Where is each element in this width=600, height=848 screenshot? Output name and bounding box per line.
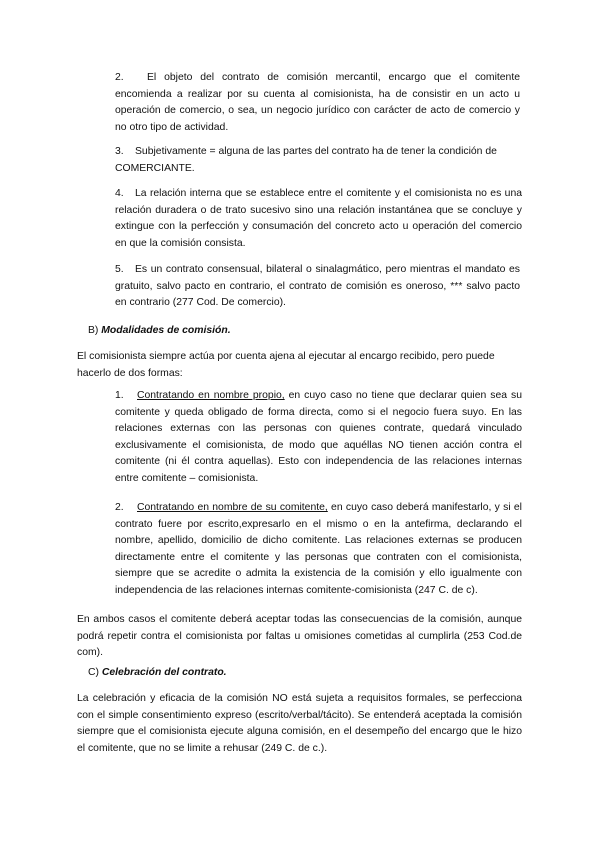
item-number: 5. <box>115 264 124 275</box>
section-title: Celebración del contrato. <box>101 667 227 678</box>
item-underlined-phrase: Contratando en nombre propio, <box>137 390 285 401</box>
item-text: en cuyo caso no tiene que declarar quien sea su comitente y queda obligado de forma directa, como si el negocio fuera suyo. En las relaciones externas con las personas con quienes contrate, quedará vinculado exclusivamente el comisionista, de modo que aquéllas NO tienen acción contra el comitente (ni él contra aquellas). Esto con independencia de las relaciones internas entre comitente – comisionista. <box>115 390 522 484</box>
item-number: 2. <box>115 502 124 513</box>
item-text: El objeto del contrato de comisión mercantil, encargo que el comitente encomienda a realizar por su cuenta al comisionista, ha de consistir en un acto u operación de comercio, o sea, un negocio jurídico con carácter de acto de comercio y no otro tipo de actividad. <box>115 72 520 133</box>
modality-item-1 <box>115 388 522 487</box>
list-item-5 <box>115 262 520 312</box>
section-title: Modalidades de comisión. <box>101 325 231 336</box>
item-text: Es un contrato consensual, bilateral o sinalagmático, pero mientras el mandato es gratuito, salvo pacto en contrario, el contrato de comisión es oneroso, *** salvo pacto en contrario (277 Cod. De comercio). <box>115 264 520 308</box>
list-item-2 <box>115 70 520 136</box>
section-b-intro: El comisionista siempre actúa por cuenta ajena al ejecutar al encargo recibido, pero puede hacerlo de dos formas: <box>77 351 495 379</box>
section-letter: C) <box>88 667 99 678</box>
list-item-4 <box>115 186 522 252</box>
section-b-heading <box>88 323 231 339</box>
item-number: 3. <box>115 146 124 157</box>
section-b-closing: En ambos casos el comitente deberá aceptar todas las consecuencias de la comisión, aunque podrá repetir contra el comisionista por faltas u omisiones cometidas al cumplirla (253 Cod.de com). <box>77 614 522 658</box>
item-number: 2. <box>115 72 124 83</box>
modality-item-2 <box>115 500 522 599</box>
section-c-text: La celebración y eficacia de la comisión NO está sujeta a requisitos formales, se perfecciona con el simple consentimiento expreso (escrito/verbal/tácito). Se entenderá aceptada la comisión siempre que el comisionista ejecute alguna comisión, en el desempeño del encargo que le hizo el comitente, que no se limite a rehusar (249 C. de c.). <box>77 693 522 754</box>
item-number: 4. <box>115 188 124 199</box>
section-letter: B) <box>88 325 99 336</box>
item-underlined-phrase: Contratando en nombre de su comitente, <box>137 502 328 513</box>
item-text: en cuyo caso deberá manifestarlo, y si el contrato fuere por escrito,expresarlo en el mismo o en la antefirma, declarando el nombre, apellido, domicilio de dicho comitente. Las relaciones externas se producen directamente entre el comitente y las personas que contraten con el comisionista, siempre que se acredite o admita la existencia de la comisión y ello igualmente con independencia de las relaciones internas comitente-comisionista (247 C. de c). <box>115 502 522 596</box>
item-number: 1. <box>115 390 124 401</box>
item-text: Subjetivamente = alguna de las partes del contrato ha de tener la condición de COMERCIANTE. <box>115 146 497 174</box>
item-text: La relación interna que se establece entre el comitente y el comisionista no es una relación duradera o de trato sucesivo sino una relación instantánea que se concluye y extingue con la perfección y consumación del concreto acto u operación del comercio en que la comisión consista. <box>115 188 522 249</box>
section-c-heading <box>88 665 227 681</box>
list-item-3 <box>115 144 527 177</box>
